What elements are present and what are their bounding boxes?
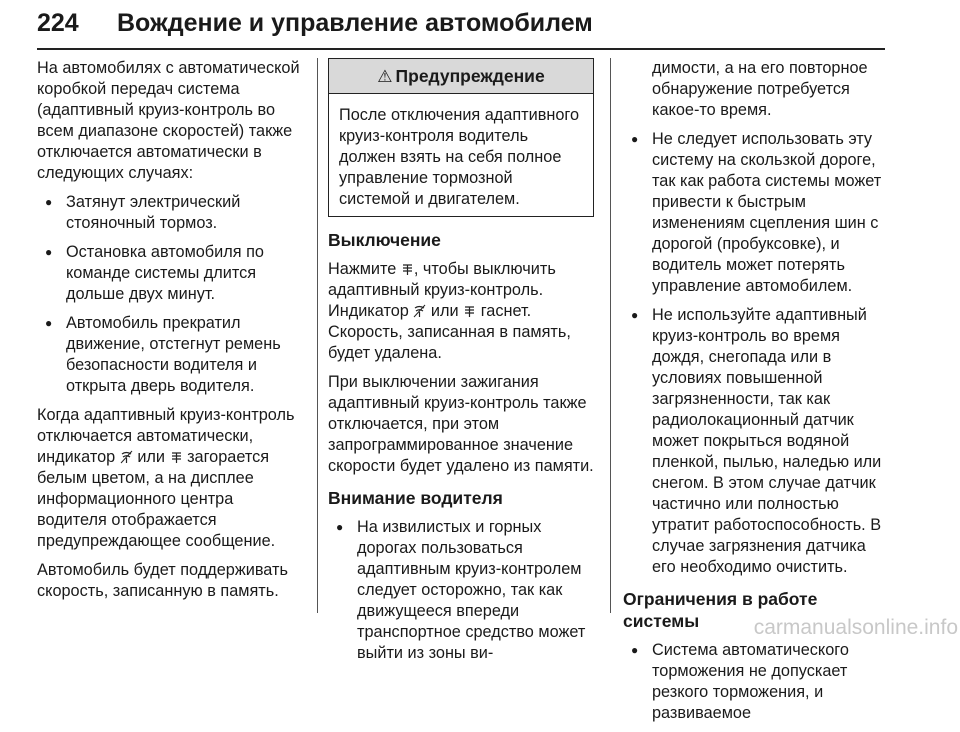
limitations-list [623, 640, 889, 724]
text-fragment: или [430, 302, 459, 320]
column-divider [317, 58, 318, 613]
warning-text: После отключения адаптивного круиз-контроля водитель должен взять на себя полное управление тормозной системой и двигателем. [339, 106, 580, 208]
warning-triangle-icon: ⚠ [377, 67, 393, 86]
column-divider [610, 58, 611, 613]
column-2 [328, 58, 594, 672]
warning-header [329, 59, 593, 94]
list-item: ● Остановка автомобиля по команде системы длится дольше двух минут. [37, 242, 307, 305]
watermark: carmanualsonline.info [753, 616, 958, 639]
cruise-car-icon [401, 262, 414, 276]
acc-indicator-icon [120, 450, 133, 464]
warning-box [328, 58, 594, 217]
text-fragment: загорается белым цветом, а на дисплее информационного центра водителя отображается предупреждающее сообщение. [37, 448, 276, 550]
cruise-car-icon [170, 450, 183, 464]
memory-paragraph: Автомобиль будет поддерживать скорость, записанную в память. [37, 561, 288, 600]
cruise-car-icon [463, 304, 476, 318]
page-header [37, 0, 885, 50]
list-item: ● На извилистых и горных дорогах пользоваться адаптивным круиз-контролем следует осторожно, так как движущееся впереди транспортное средство может выйти из зоны ви- [328, 517, 594, 664]
intro-paragraph: На автомобилях с автоматической коробкой передач система (адаптивный круиз-контроль во всем диапазоне скоростей) также отключается автоматически в следующих случаях: [37, 59, 300, 182]
text-fragment: , чтобы выключить адаптивный круиз-контроль. Индикатор [328, 260, 556, 320]
column-1 [37, 58, 307, 610]
list-item: ● Затянут электрический стояночный тормоз. [37, 192, 307, 234]
section-heading: Выключение [328, 230, 441, 250]
text-fragment: гаснет. Скорость, записанная в память, будет удалена. [328, 302, 571, 362]
warning-title: Предупреждение [395, 66, 545, 86]
ignition-paragraph: При выключении зажигания адаптивный круиз-контроль также отключается, при этом запрограммированное значение скорости будет удалено из памяти. [328, 373, 594, 475]
list-item: ● Не следует использовать эту систему на скользкой дороге, так как работа системы может привести к быстрым изменениям сцепления шин с дорогой (пробуксовке), и водитель может потерять управление автомобилем. [623, 129, 889, 297]
text-fragment: Нажмите [328, 260, 397, 278]
auto-off-paragraph [37, 405, 307, 552]
text-fragment: Когда адаптивный круиз-контроль отключается автоматически, индикатор [37, 406, 295, 466]
list-item: ● Система автоматического торможения не допускает резкого торможения, и развиваемое [623, 640, 889, 724]
section-heading: Внимание водителя [328, 488, 503, 508]
continued-text: димости, а на его повторное обнаружение потребуется какое-то время. [652, 59, 868, 119]
text-fragment: или [137, 448, 166, 466]
attention-list-continued [623, 129, 889, 578]
auto-off-list [37, 192, 307, 397]
list-item: ● Не используйте адаптивный круиз-контроль во время дождя, снегопада или в условиях повышенной загрязненности, так как радиолокационный датчик может покрыться водяной пленкой, пылью, наледью или снегом. В этом случае датчик частично или полностью утратит работоспособность. В случае загрязнения датчика его необходимо очистить. [623, 305, 889, 578]
page-number: 224 [37, 9, 79, 37]
list-item: ● Автомобиль прекратил движение, отстегнут ремень безопасности водителя и открыта дверь водителя. [37, 313, 307, 397]
section-heading: Ограничения в работе системы [623, 589, 818, 631]
warning-body [329, 94, 593, 216]
page-title: Вождение и управление автомобилем [117, 9, 593, 37]
header-rule [37, 48, 885, 50]
switch-off-paragraph [328, 259, 594, 364]
acc-indicator-icon [413, 304, 426, 318]
